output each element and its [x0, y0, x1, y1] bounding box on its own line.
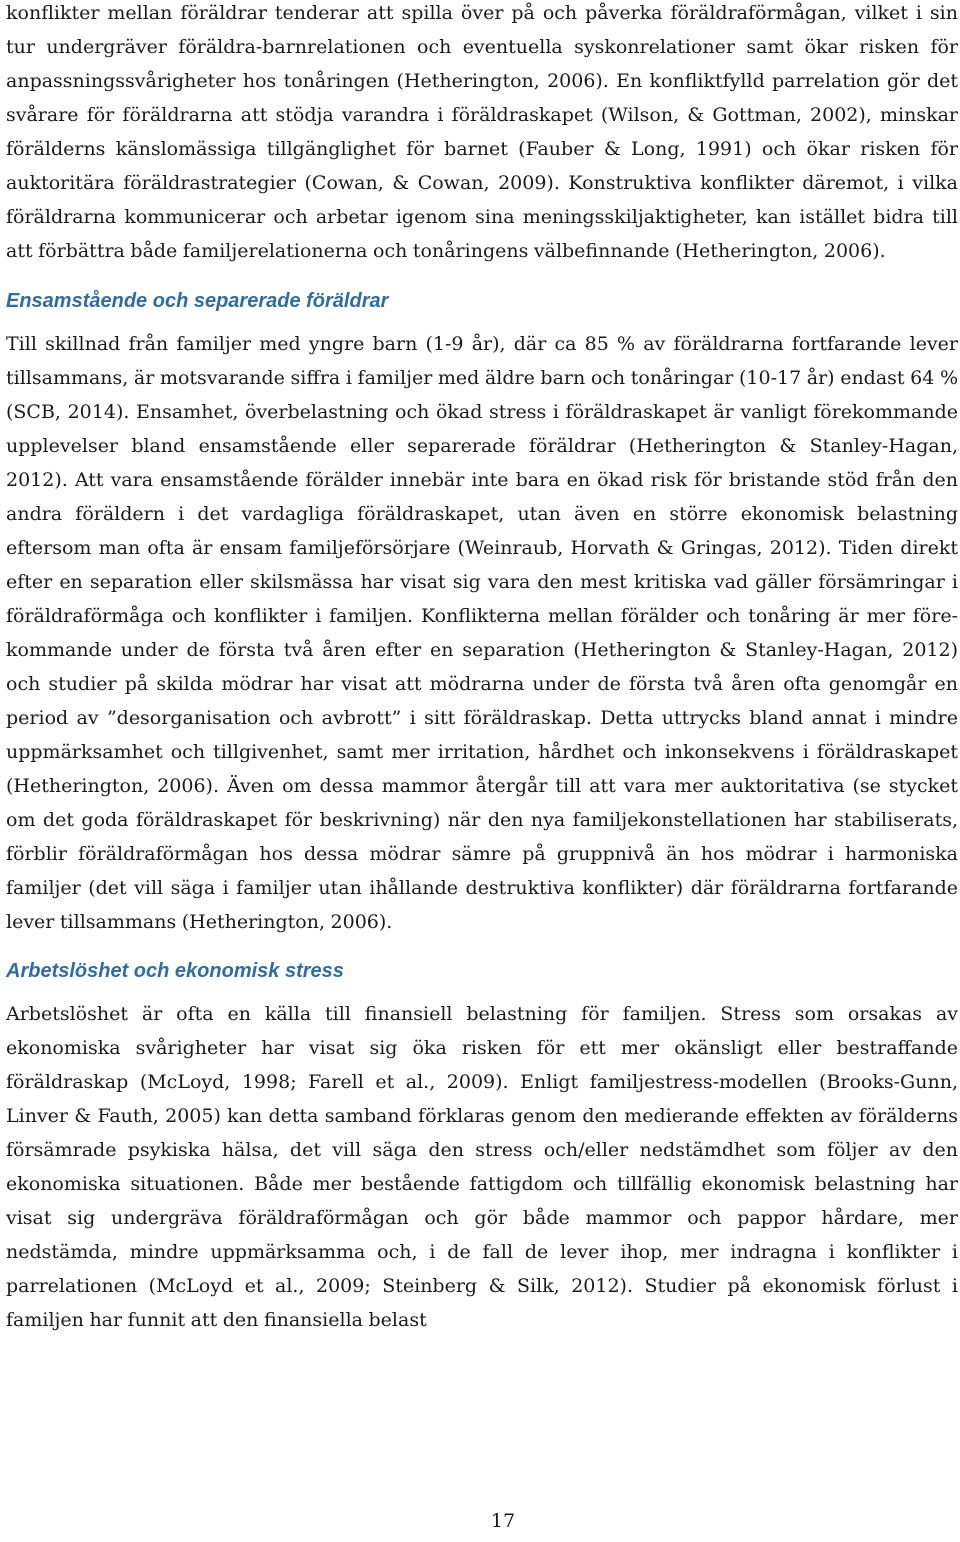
- page-content: [6, 0, 958, 1337]
- section-heading-unemployment: Arbetslöshet och ekonomisk stress: [6, 960, 344, 982]
- body-paragraph-3: Arbetslöshet är ofta en källa till finansiell belastning för familjen. Stress som orsakas av ekonomiska svårigheter har visat sig öka risken för ett mer okänsligt eller bestraffande föräldraskap (McLoyd, 1998; Farell et al., 2009). Enligt familjestress-modellen (Brooks-Gunn, Linver & Fauth, 2005) kan detta samband förklaras genom den medierande effekten av förälderns försämrade psykiska hälsa, det vill säga den stress och/eller nedstämdhet som följer av den ekonomiska situationen. Både mer bestående fattigdom och tillfällig ekonomisk belastning har visat sig undergräva föräldraförmågan och gör både mammor och pappor hårdare, mer nedstämda, mindre uppmärksamma och, i de fall de lever ihop, mer indragna i konflikter i parrelationen (McLoyd et al., 2009; Steinberg & Silk, 2012). Studier på ekonomisk förlust i familjen har funnit att den finansiella belast: [6, 1003, 958, 1331]
- body-paragraph-1: konflikter mellan föräldrar tenderar att spilla över på och påverka föräldraförmågan, vilket i sin tur undergräver föräldra-barnrelationen och eventuella syskonrelationer samt ökar risken för anpassningssvårigheter hos tonåringen (Hetherington, 2006). En konfliktfylld parrelation gör det svårare för föräldrarna att stödja varandra i föräldraskapet (Wilson, & Gottman, 2002), minskar förälderns känslomässiga tillgänglighet för barnet (Fauber & Long, 1991) och ökar risken för auktoritära föräldrastrategier (Cowan, & Cowan, 2009). Konstruktiva konflikter däremot, i vilka föräldrarna kommunicerar och arbetar igenom sina meningsskiljaktigheter, kan istället bidra till att förbättra både familjerelationerna och tonåringens välbefinnande (Hetherington, 2006).: [6, 2, 958, 262]
- section-heading-single-parents: Ensamstående och separerade föräldrar: [6, 290, 389, 312]
- page-number: 17: [490, 1510, 516, 1532]
- body-paragraph-2: Till skillnad från familjer med yngre barn (1-9 år), där ca 85 % av föräldrarna fortfarande lever tillsammans, är motsvarande siffra i familjer med äldre barn och tonåringar (10-17 år) endast 64 % (SCB, 2014). Ensamhet, överbelastning och ökad stress i föräldraskapet är vanligt förekommande upplevelser bland ensamstående eller separerade föräldrar (Hetherington & Stanley-Hagan, 2012). Att vara ensamstående förälder innebär inte bara en ökad risk för bristande stöd från den andra föräldern i det vardagliga föräldraskapet, utan även en större ekonomisk belastning eftersom man ofta är ensam familjeförsörjare (Weinraub, Horvath & Gringas, 2012). Tiden direkt efter en separation eller skilsmässa har visat sig vara den mest kritiska vad gäller försämringar i föräldraförmåga och konflikter i familjen. Konflikterna mellan förälder och tonåring är mer förekommande under de första två åren efter en separation (Hetherington & Stanley-Hagan, 2012) och studier på skilda mödrar har visat att mödrarna under de första två åren ofta genomgår en period av ”desorganisation och avbrott” i sitt föräldraskap. Detta uttrycks bland annat i mindre uppmärksamhet och tillgivenhet, samt mer irritation, hårdhet och inkonsekvens i föräldraskapet (Hetherington, 2006). Även om dessa mammor återgår till att vara mer auktoritativa (se stycket om det goda föräldraskapet för beskrivning) när den nya familjekonstellationen har stabiliserats, förblir föräldraförmågan hos dessa mödrar sämre på gruppnivå än hos mödrar i harmoniska familjer (det vill säga i familjer utan ihållande destruktiva konflikter) där föräldrarna fortfarande lever tillsammans (Hetherington, 2006).: [6, 333, 958, 933]
